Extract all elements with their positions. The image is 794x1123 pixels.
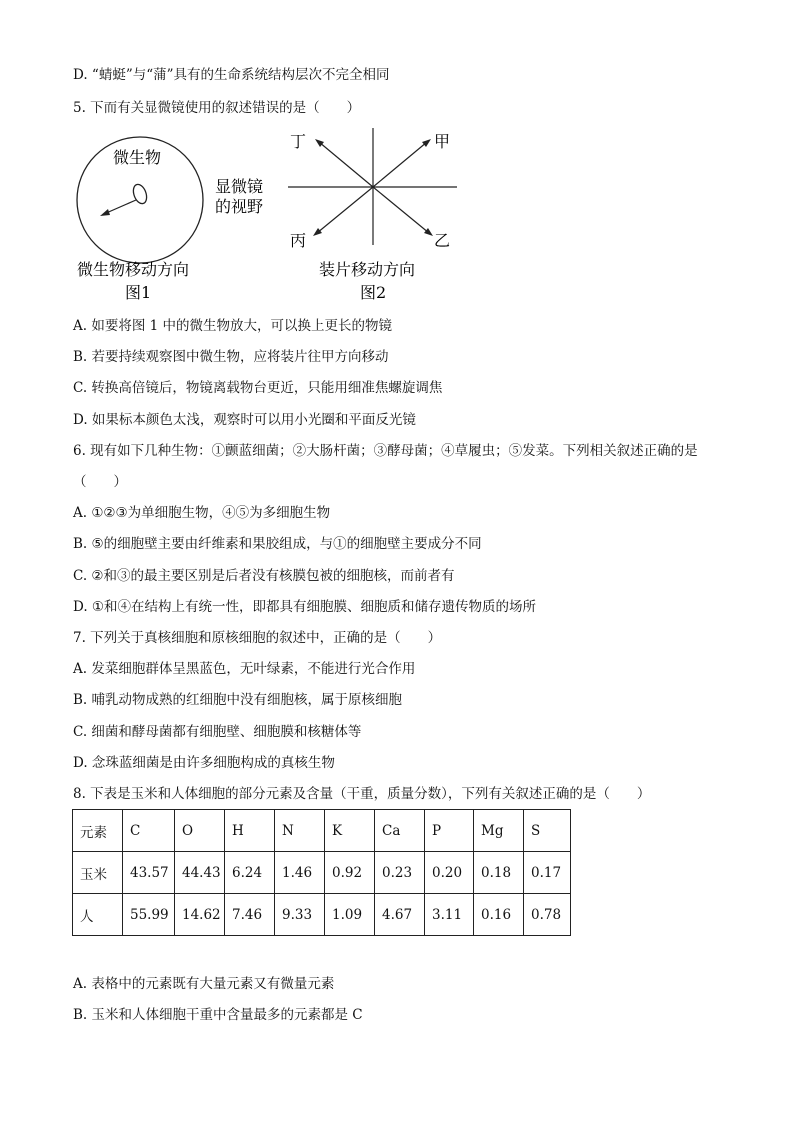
q8-option-a: A. 表格中的元素既有大量元素又有微量元素 bbox=[73, 976, 335, 992]
fig1-side-label-2: 的视野 bbox=[215, 197, 264, 216]
fig2-label-yi: 乙 bbox=[434, 231, 451, 250]
table-header-cell: K bbox=[325, 810, 375, 852]
table-header-cell: N bbox=[275, 810, 325, 852]
fig2-arrowhead-bing bbox=[313, 228, 322, 236]
table-cell: 1.09 bbox=[325, 894, 375, 936]
q6-option-a: A. ①②③为单细胞生物，④⑤为多细胞生物 bbox=[73, 505, 331, 521]
table-cell: 0.92 bbox=[325, 852, 375, 894]
fig2-title: 图2 bbox=[360, 283, 387, 302]
q6-stem: 6. 现有如下几种生物：①颤蓝细菌；②大肠杆菌；③酵母菌；④草履虫；⑤发菜。下列相关叙述正确的是 bbox=[73, 443, 698, 459]
microbe-arrowhead bbox=[100, 209, 110, 216]
table-cell: 0.23 bbox=[375, 852, 425, 894]
table-cell: 44.43 bbox=[175, 852, 225, 894]
table-header-cell: P bbox=[425, 810, 474, 852]
fig2-arrow-ding bbox=[319, 142, 373, 187]
fig2-arrow-yi bbox=[373, 187, 429, 233]
fig1-title: 图1 bbox=[125, 283, 152, 302]
table-header-cell: Mg bbox=[474, 810, 524, 852]
table-header-row bbox=[73, 810, 571, 852]
q7-option-a: A. 发菜细胞群体呈黑蓝色，无叶绿素，不能进行光合作用 bbox=[73, 661, 416, 677]
q8-option-b: B. 玉米和人体细胞干重中含量最多的元素都是 C bbox=[73, 1007, 363, 1023]
table-row bbox=[73, 852, 571, 894]
fig1-side-label-1: 显微镜 bbox=[215, 177, 264, 196]
fig1-microbe-label: 微生物 bbox=[113, 148, 162, 167]
microbe-shape bbox=[131, 183, 149, 206]
q5-option-a: A. 如要将图 1 中的微生物放大，可以换上更长的物镜 bbox=[73, 318, 393, 334]
table-cell: 0.18 bbox=[474, 852, 524, 894]
q7-option-b: B. 哺乳动物成熟的红细胞中没有细胞核，属于原核细胞 bbox=[73, 692, 403, 708]
table-header-cell: O bbox=[175, 810, 225, 852]
table-cell: 4.67 bbox=[375, 894, 425, 936]
table-cell: 7.46 bbox=[225, 894, 275, 936]
table-cell: 14.62 bbox=[175, 894, 225, 936]
q4-option-d: D. “蜻蜓”与“蒲”具有的生命系统结构层次不完全相同 bbox=[73, 67, 390, 83]
table-cell: 43.57 bbox=[123, 852, 175, 894]
table-header-cell: C bbox=[123, 810, 175, 852]
q5-stem: 5. 下而有关显微镜使用的叙述错误的是（ ） bbox=[73, 100, 361, 116]
q6-option-b: B. ⑤的细胞壁主要由纤维素和果胶组成，与①的细胞壁主要成分不同 bbox=[73, 536, 482, 552]
table-cell: 玉米 bbox=[73, 852, 123, 894]
table-header-cell: Ca bbox=[375, 810, 425, 852]
fig1-caption: 微生物移动方向 bbox=[77, 260, 190, 279]
q8-stem: 8. 下表是玉米和人体细胞的部分元素及含量（干重，质量分数），下列有关叙述正确的是（ ） bbox=[73, 786, 651, 802]
fig2-arrow-jia bbox=[373, 142, 427, 187]
q6-option-c: C. ②和③的最主要区别是后者没有核膜包被的细胞核，而前者有 bbox=[73, 568, 455, 584]
fig2-label-bing: 丙 bbox=[290, 231, 307, 250]
table-header-cell: S bbox=[524, 810, 571, 852]
figure-1 bbox=[70, 130, 310, 310]
q6-stem-cont: （ ） bbox=[73, 474, 127, 490]
fig2-arrow-bing bbox=[317, 187, 373, 233]
fig2-label-jia: 甲 bbox=[434, 132, 451, 151]
q5-option-d: D. 如果标本颜色太浅，观察时可以用小光圈和平面反光镜 bbox=[73, 412, 416, 428]
fig2-caption: 装片移动方向 bbox=[319, 260, 416, 279]
element-content-table bbox=[72, 809, 571, 936]
table-cell: 0.78 bbox=[524, 894, 571, 936]
table-row bbox=[73, 894, 571, 936]
table-cell: 人 bbox=[73, 894, 123, 936]
q5-option-b: B. 若要持续观察图中微生物，应将装片往甲方向移动 bbox=[73, 349, 389, 365]
q7-option-d: D. 念珠蓝细菌是由许多细胞构成的真核生物 bbox=[73, 755, 335, 771]
q7-option-c: C. 细菌和酵母菌都有细胞壁、细胞膜和核糖体等 bbox=[73, 724, 362, 740]
table-cell: 6.24 bbox=[225, 852, 275, 894]
table-header-cell: 元素 bbox=[73, 810, 123, 852]
table-cell: 0.20 bbox=[425, 852, 474, 894]
table-cell: 1.46 bbox=[275, 852, 325, 894]
table-cell: 9.33 bbox=[275, 894, 325, 936]
fig2-label-ding: 丁 bbox=[290, 132, 307, 151]
table-header-cell: H bbox=[225, 810, 275, 852]
table-cell: 55.99 bbox=[123, 894, 175, 936]
q5-option-c: C. 转换高倍镜后，物镜离载物台更近，只能用细准焦螺旋调焦 bbox=[73, 380, 443, 396]
table-cell: 0.17 bbox=[524, 852, 571, 894]
q7-stem: 7. 下列关于真核细胞和原核细胞的叙述中，正确的是（ ） bbox=[73, 630, 442, 646]
fig2-arrowhead-yi bbox=[424, 228, 433, 236]
table-cell: 3.11 bbox=[425, 894, 474, 936]
figure-2 bbox=[283, 125, 483, 305]
q6-option-d: D. ①和④在结构上有统一性，即都具有细胞膜、细胞质和储存遗传物质的场所 bbox=[73, 599, 537, 615]
table-cell: 0.16 bbox=[474, 894, 524, 936]
